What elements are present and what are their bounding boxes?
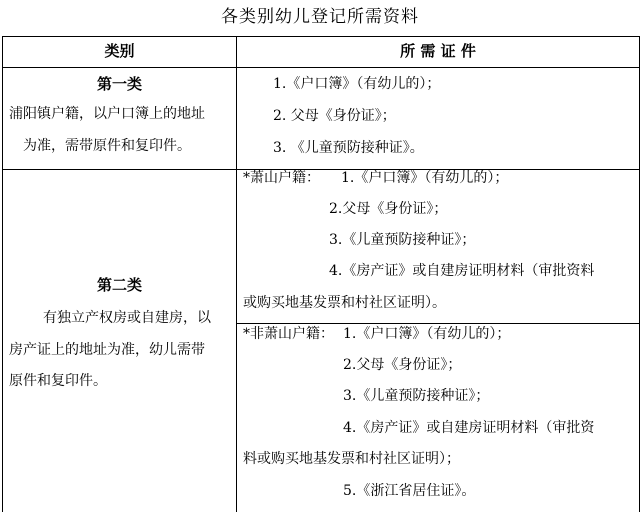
category-1-desc-line: 浦阳镇户籍，以户口簿上的地址 (9, 106, 205, 122)
category-1-name: 第一类 (96, 75, 142, 93)
non-xiaoshan-item: 1.《户口簿》（有幼儿的）； (343, 326, 511, 342)
non-xiaoshan-item: 4.《房产证》或自建房证明材料（审批资 (343, 420, 595, 436)
header-materials: 所 需 证 件 (400, 42, 476, 60)
non-xiaoshan-item: 料或购买地基发票和村社区证明）； (243, 451, 460, 467)
xiaoshan-item: 1.《户口簿》（有幼儿的）； (341, 170, 509, 186)
xiaoshan-item: 或购买地基发票和村社区证明）。 (243, 295, 446, 311)
category-2-name: 第二类 (96, 276, 142, 294)
non-xiaoshan-item: 3.《儿童预防接种证》； (343, 388, 490, 404)
category-2-desc-line: 原件和复印件。 (9, 373, 107, 389)
header-category: 类别 (104, 42, 135, 60)
xiaoshan-item: 4.《房产证》或自建房证明材料（审批资料 (329, 263, 595, 279)
xiaoshan-item: 3.《儿童预防接种证》； (329, 232, 476, 248)
category-2-desc-line: 有独立产权房或自建房，以 (43, 310, 211, 326)
header-divider (3, 67, 639, 68)
non-xiaoshan-item: 5.《浙江省居住证》。 (343, 483, 476, 499)
category-1-item: 1.《户口簿》（有幼儿的）； (273, 76, 441, 92)
column-divider (236, 37, 237, 512)
category-1-item: 2. 父母《身份证》； (273, 108, 396, 124)
xiaoshan-item: 2.父母《身份证》； (329, 201, 448, 217)
category-1-item: 3. 《儿童预防接种证》。 (273, 140, 424, 156)
xiaoshan-label: *萧山户籍： (243, 170, 320, 186)
materials-table (2, 36, 640, 512)
row-divider (3, 169, 639, 170)
category-2-desc-line: 房产证上的地址为准，幼儿需带 (9, 342, 205, 358)
non-xiaoshan-label: *非萧山户籍： (243, 326, 334, 342)
non-xiaoshan-item: 2.父母《身份证》； (343, 357, 462, 373)
category-1-desc-line: 为准，需带原件和复印件。 (23, 138, 191, 154)
document-title: 各类别幼儿登记所需资料 (221, 7, 419, 27)
